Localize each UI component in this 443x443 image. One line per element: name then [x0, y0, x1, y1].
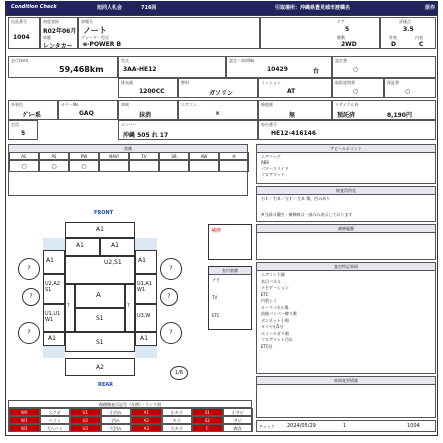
page-no-circle — [170, 366, 188, 380]
warranty-label: 保証書 — [387, 80, 399, 85]
fuel-cell — [178, 78, 258, 98]
right-rear-door — [135, 304, 157, 332]
score-label: 評価点 — [399, 19, 411, 24]
legend-desc: 腐食 — [223, 424, 254, 432]
options-title: 車両変更情報 — [257, 377, 435, 385]
equipment-header: 革 — [219, 152, 249, 160]
left-pillar-mark: ? — [67, 303, 70, 309]
equipment-header: PW — [69, 152, 99, 160]
mileage-label: 走行(km) — [11, 58, 29, 63]
warranty-value: ○ — [405, 88, 411, 95]
legend-desc: ヘコミ — [40, 416, 71, 424]
appeal-line: パワースライド — [261, 166, 289, 171]
appeal-line: フロアマット — [261, 172, 285, 177]
color-cell — [8, 100, 58, 120]
fuel-value: ガソリン — [209, 90, 234, 97]
manual-value: ○ — [353, 88, 359, 95]
legend-desc: 大キズ — [162, 424, 193, 432]
check-line: ホイールガリ傷 — [261, 330, 289, 336]
frame-label: 車台番号 — [261, 122, 277, 127]
ext-value: D — [391, 41, 396, 48]
disp-value: 1200CC — [139, 88, 165, 95]
warranty-cell — [384, 78, 436, 98]
right-front-door-mark: U1,A1 W1 — [137, 281, 153, 293]
appeal-box — [256, 144, 436, 184]
check-line: ルーフパネル傷 — [261, 304, 289, 310]
score-value: 3.5 — [403, 26, 414, 33]
ac-cell — [178, 100, 258, 120]
header-bar — [5, 1, 438, 15]
equipment-value — [99, 160, 129, 172]
wheel-front-left — [18, 258, 40, 280]
repair-note-label: 補修 — [211, 228, 222, 234]
int-value: C — [419, 41, 424, 48]
capacity-label: 定員 — [11, 122, 19, 127]
type-label: 車種名 — [81, 19, 93, 24]
legend-desc: 凹み — [101, 416, 132, 424]
drive-label: 駆動 — [337, 35, 345, 40]
front-bumper-mark: A1 — [96, 226, 104, 233]
wheel-rear-left — [18, 322, 40, 344]
front-bumper — [65, 222, 135, 238]
legend-code: U3 — [70, 424, 101, 432]
center-a-mark: A — [96, 291, 101, 299]
wheel-front-right-mark: ? — [169, 265, 173, 272]
recycle-fee: 8,190円 — [387, 112, 412, 119]
history-box — [256, 224, 436, 260]
grade-label: グレード・型式 — [81, 35, 109, 40]
equipment-value: ○ — [9, 160, 39, 172]
left-rear-corner — [43, 332, 65, 346]
interior-title: 室内装備 — [209, 267, 251, 275]
wheel-rear-left-mark: ? — [27, 329, 31, 336]
manual-cell — [332, 78, 384, 98]
legend-code: U1 — [70, 408, 101, 416]
trunk-lid — [65, 332, 135, 352]
legend-code: W2 — [9, 424, 40, 432]
legend-code: C — [192, 424, 223, 432]
appeal-line: ABS — [261, 160, 269, 165]
color-code-value: GAQ — [79, 110, 94, 117]
equipment-value — [129, 160, 159, 172]
frame-value: HE12-416146 — [271, 130, 317, 137]
center-s-mark: S1 — [96, 315, 104, 322]
chassis-cell — [226, 56, 332, 78]
check-line: フロアマット汚れ — [261, 337, 293, 342]
car-name: ノート — [83, 26, 107, 35]
right-tag: 原作 — [425, 5, 436, 11]
mileage-cell — [8, 56, 118, 78]
wheel-rear-right — [160, 322, 182, 344]
inspector-title: 検査員所見 — [257, 187, 435, 195]
int-label: 内装 — [415, 35, 423, 40]
interior-box — [208, 266, 252, 330]
check-title: 査定特記事項 — [257, 263, 435, 271]
legend-code: A1 — [131, 408, 162, 416]
check-line: 内装シミ — [261, 298, 277, 303]
drive-value: 2WD — [341, 41, 357, 48]
manual-label: 取扱説明書 — [335, 80, 355, 85]
rear-fender-right — [160, 288, 178, 306]
door-label: ドア — [337, 19, 345, 24]
legend-code: W1 — [9, 416, 40, 424]
auction-round: 716回 — [141, 5, 157, 11]
lot-number: 1004 — [13, 34, 30, 41]
equipment-box — [8, 144, 248, 196]
chassis-unit: 台 — [313, 68, 320, 75]
left-front-fender-mark: A1 — [46, 257, 54, 264]
color-code-cell — [58, 100, 118, 120]
legend-box — [8, 400, 252, 432]
chassis-value: 10429 — [267, 66, 288, 73]
recycle-status: 預託済 — [337, 112, 356, 119]
inspection-label: 車検 — [121, 102, 129, 107]
cert-label: 認定書 — [335, 58, 347, 63]
check-line: タイヤ山5分 — [261, 324, 284, 329]
equipment-header: PS — [39, 152, 69, 160]
name-cell — [78, 17, 260, 49]
center-a-panel — [75, 284, 125, 308]
damage-cell — [258, 100, 332, 120]
rear-fender-left — [22, 288, 40, 306]
diagram-box — [8, 198, 252, 398]
panel-front-right — [135, 238, 157, 250]
hood-right-mark: A1 — [111, 242, 119, 249]
left-rear-corner-mark: A1 — [48, 335, 56, 342]
legend-code: A2 — [131, 416, 162, 424]
inspector-line-2: ※当該の傷凹・補修跡は一部のみ表示しております — [261, 212, 353, 217]
plate-cell — [118, 120, 258, 140]
reg-cell — [40, 17, 78, 49]
capacity-value: 5 — [21, 130, 26, 137]
legend-desc: エクボ — [40, 408, 71, 416]
mission-cell — [258, 78, 332, 98]
left-rear-door — [43, 304, 65, 332]
brand-logo: Condition Check — [11, 4, 57, 10]
equipment-header: SR — [159, 152, 189, 160]
ac-value: × — [215, 110, 221, 117]
equipment-value: ○ — [69, 160, 99, 172]
hood-right — [100, 238, 135, 256]
damage-label: 修復歴 — [261, 102, 273, 107]
check-line: ボンネット小傷 — [261, 317, 289, 323]
panel-rear-right — [135, 346, 157, 358]
equipment-header: NAVI — [99, 152, 129, 160]
legend-grid — [9, 408, 251, 431]
check-line: ナビゲーション — [261, 285, 289, 290]
equipment-value: ○ — [39, 160, 69, 172]
rear-fender-left-mark: ? — [29, 293, 33, 300]
mileage-value: 59,468km — [59, 65, 104, 74]
ac-label: エアコン — [181, 102, 197, 107]
check-line: ETC — [261, 291, 269, 297]
lot-label: 出品番号 — [11, 19, 27, 24]
model-label: 型式 — [121, 58, 129, 63]
equipment-title: 装備 — [9, 145, 247, 153]
pickup-location: 引取場所：沖縄県豊見城市渡橋名 — [275, 5, 351, 11]
plate-label: ナンバー — [121, 122, 137, 127]
appeal-lines — [261, 154, 433, 178]
left-pillar — [65, 284, 75, 332]
equipment-value — [189, 160, 219, 172]
legend-code: A3 — [131, 424, 162, 432]
equipment-value — [159, 160, 189, 172]
wheel-front-left-mark: ? — [27, 265, 31, 272]
reg-value: R02年06月 — [43, 28, 77, 35]
fuel-label: 燃料 — [181, 80, 189, 85]
model-cell — [118, 56, 226, 78]
color-code-label: カラーNo — [61, 102, 79, 107]
legend-desc: 大ヘコミ — [40, 424, 71, 432]
mission-value: AT — [287, 88, 296, 95]
left-front-door — [43, 274, 65, 304]
footer-sheet-no: 1 — [343, 423, 347, 429]
capacity-cell — [8, 120, 38, 140]
rear-label: REAR — [98, 382, 113, 388]
hood-mark: A1 — [76, 242, 84, 249]
auction-name: 旭同人札会 — [97, 5, 123, 11]
right-rear-corner-mark: A1 — [140, 335, 148, 342]
recycle-label: リサイクル料 — [335, 102, 359, 107]
legend-title: 傷種類表示記号（凡例）・ランク別 — [9, 401, 251, 408]
interior-row-etc: ETC — [212, 313, 220, 318]
wheel-front-right — [160, 258, 182, 280]
check-box — [256, 262, 436, 374]
page-no: 1/6 — [174, 370, 184, 376]
right-rear-corner — [135, 332, 157, 346]
inspection-value: 抹消 — [139, 112, 152, 119]
inspection-cell — [118, 100, 178, 120]
right-front-door — [135, 274, 157, 304]
reg-label: 初度登録 — [43, 19, 59, 24]
front-label: FRONT — [94, 210, 114, 216]
door-cell — [260, 17, 380, 49]
legend-desc: 小サビ — [223, 408, 254, 416]
check-line: エアコン不調 — [261, 272, 285, 277]
panel-front-left — [43, 238, 65, 250]
equipment-header: AW — [189, 152, 219, 160]
equipment-grid — [9, 152, 247, 195]
rear-bumper — [65, 358, 135, 376]
model-value: 3AA-HE12 — [123, 66, 157, 73]
legend-desc: 小凹み — [101, 408, 132, 416]
cert-value: ○ — [353, 66, 359, 73]
appeal-line: エアバッグ — [261, 154, 281, 159]
legend-desc: キズ — [162, 416, 193, 424]
inspector-box — [256, 186, 436, 222]
mission-label: ミッション — [261, 80, 281, 85]
legend-code: S2 — [192, 416, 223, 424]
use-label: 車歴 — [43, 35, 51, 40]
disp-cell — [118, 78, 178, 98]
color-label: 外装色 — [11, 102, 23, 107]
right-front-fender — [135, 250, 157, 274]
right-pillar-mark: ? — [127, 303, 130, 309]
plate-value: 沖縄 505 れ 17 — [123, 132, 169, 139]
appeal-title: アピールポイント — [257, 145, 435, 153]
repair-note-box — [208, 224, 252, 260]
equipment-value — [219, 160, 249, 172]
legend-desc: 大凹み — [101, 424, 132, 432]
footer-date: 2024/05/29 — [287, 423, 316, 429]
left-front-fender — [43, 250, 65, 274]
frame-cell — [258, 120, 436, 140]
legend-desc: サビ — [223, 416, 254, 424]
left-front-door-mark: U2,A2 S1 — [45, 281, 61, 293]
right-rear-door-mark: U3,W — [137, 313, 151, 319]
grade-value: e-POWER B — [83, 41, 122, 48]
right-pillar — [125, 284, 135, 332]
history-title: 補修履歴 — [257, 225, 435, 233]
roof-mark: U2,S1 — [104, 259, 122, 266]
equipment-header: AC — [9, 152, 39, 160]
rear-bumper-mark: A2 — [96, 364, 104, 371]
damage-value: 無 — [289, 112, 296, 119]
check-line: ETC付 — [261, 343, 273, 349]
legend-code: S1 — [192, 408, 223, 416]
left-rear-door-mark: U1,U1 W1 — [45, 311, 61, 323]
inspector-line-1: 右Ｆ／右Ｒ／左Ｆ／左Ｒ 傷、凹みあり — [261, 196, 331, 201]
footer-bar — [256, 420, 436, 432]
right-front-fender-mark: A1 — [138, 257, 146, 264]
footer-lot-no: 1004 — [407, 423, 420, 429]
interior-row-tv: TV — [212, 295, 218, 300]
recycle-cell — [332, 100, 436, 120]
score-cell — [380, 17, 436, 49]
rear-fender-right-mark: ? — [167, 293, 171, 300]
disp-label: 排気量 — [121, 80, 133, 85]
interior-row-navi: ナビ — [212, 277, 220, 282]
chassis-label: 認定・車両No — [229, 58, 255, 63]
trunk-lid-mark: S1 — [96, 339, 104, 346]
ext-label: 外装 — [389, 35, 397, 40]
check-lines — [261, 272, 433, 350]
footer-date-label: チェック — [259, 424, 275, 429]
legend-code: U2 — [70, 416, 101, 424]
hood — [65, 238, 100, 256]
color-value: ｸﾞﾚｰ系 — [23, 112, 42, 119]
legend-code: W0 — [9, 408, 40, 416]
equipment-header: TV — [129, 152, 159, 160]
options-box — [256, 376, 436, 418]
use-value: レンタカー — [43, 43, 73, 50]
door-value: 5 — [345, 26, 350, 33]
panel-rear-left — [43, 346, 65, 358]
check-line: 木目パネル — [261, 278, 281, 284]
center-s-panel — [75, 308, 125, 332]
legend-desc: 小キズ — [162, 408, 193, 416]
roof — [65, 256, 135, 284]
cert-cell — [332, 56, 436, 78]
check-line: 前後バンパー擦り傷 — [261, 311, 297, 316]
lot-cell — [8, 17, 40, 49]
wheel-rear-right-mark: ? — [169, 329, 173, 336]
